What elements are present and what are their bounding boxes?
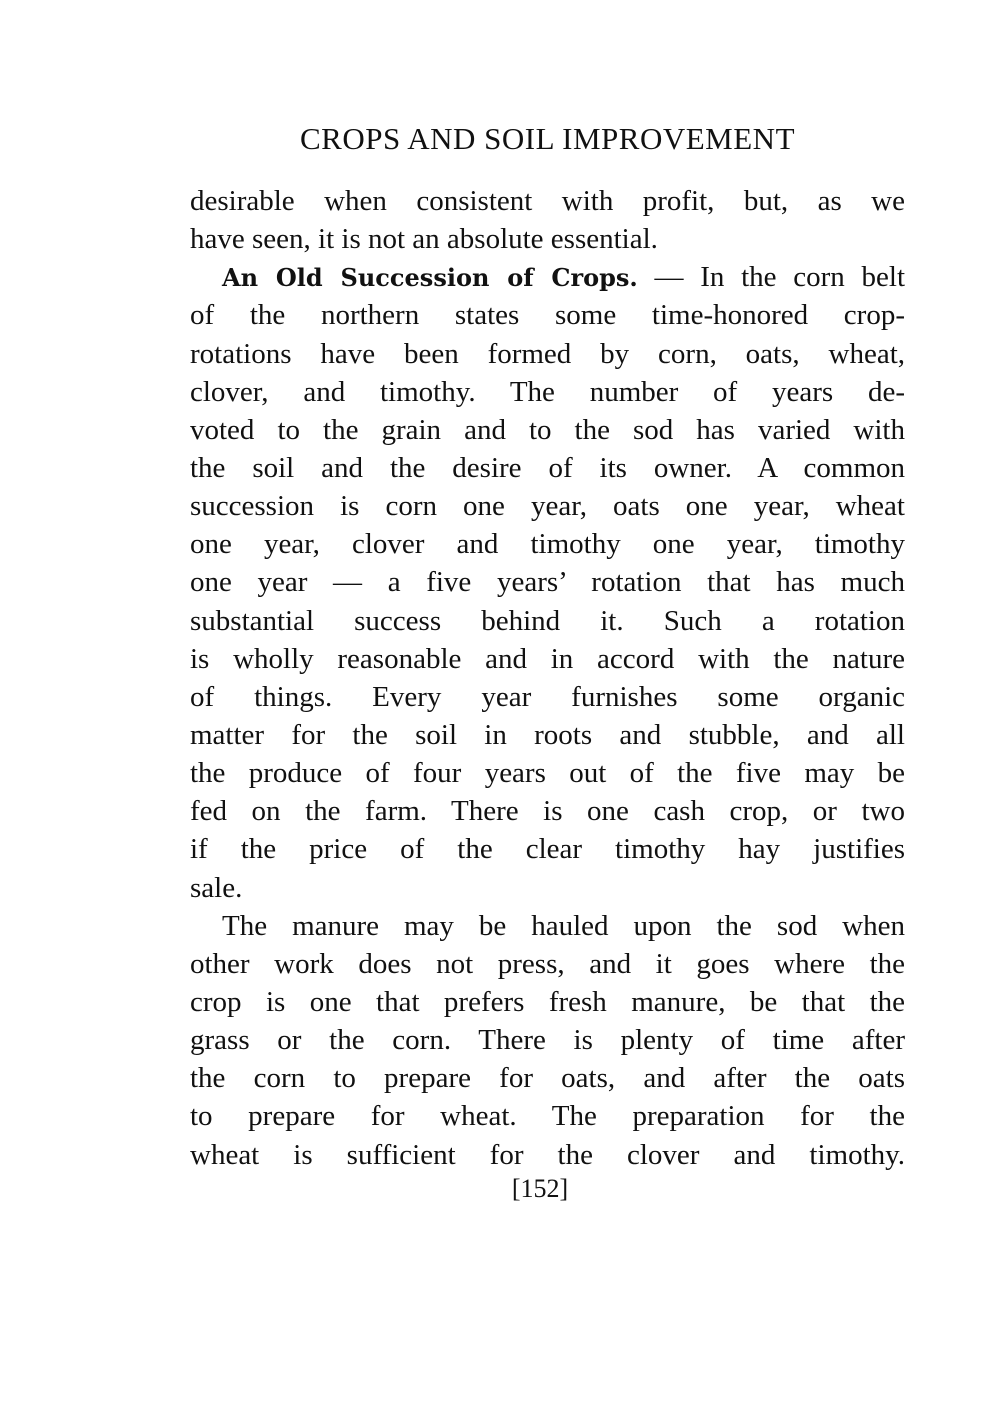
- text-line: the soil and the desire of its owner. A common: [190, 451, 905, 484]
- text-line: to prepare for wheat. The preparation for the: [190, 1100, 905, 1133]
- text-line: voted to the grain and to the sod has varied with: [190, 413, 905, 446]
- paragraph: [190, 258, 905, 906]
- paragraph: [190, 907, 905, 1174]
- text-line: if the price of the clear timothy hay justifies: [190, 833, 905, 866]
- text-line: matter for the soil in roots and stubble, and all: [190, 718, 905, 751]
- text-line: one year, clover and timothy one year, timothy: [190, 528, 905, 561]
- page-number: [152]: [511, 1174, 569, 1203]
- text-line: rotations have been formed by corn, oats, wheat,: [190, 337, 905, 370]
- text-line: fed on the farm. There is one cash crop, or two: [190, 795, 905, 828]
- text-line: grass or the corn. There is plenty of time after: [190, 1024, 905, 1057]
- text-line: the produce of four years out of the five may be: [190, 757, 905, 790]
- text-line: the corn to prepare for oats, and after the oats: [190, 1062, 905, 1095]
- text-line: other work does not press, and it goes where the: [190, 947, 905, 980]
- text-line: The manure may be hauled upon the sod when: [222, 909, 905, 942]
- running-head: CROPS AND SOIL IMPROVEMENT: [300, 121, 795, 156]
- text-line: crop is one that prefers fresh manure, be that the: [190, 985, 905, 1018]
- text-line: one year — a five years’ rotation that has much: [190, 566, 905, 599]
- text-line: [190, 258, 905, 296]
- text-run: — In the corn belt: [637, 261, 905, 294]
- text-line: sale.: [190, 871, 243, 904]
- paragraph: [190, 182, 905, 258]
- text-line: wheat is sufficient for the clover and timothy.: [190, 1138, 905, 1171]
- text-line: desirable when consistent with profit, but, as we: [190, 185, 905, 217]
- text-line: have seen, it is not an absolute essential.: [190, 223, 658, 256]
- text-line: is wholly reasonable and in accord with the nature: [190, 642, 905, 675]
- text-line: of things. Every year furnishes some organic: [190, 680, 905, 713]
- text-line: clover, and timothy. The number of years de-: [190, 375, 905, 408]
- body-text: [190, 182, 905, 1174]
- text-line: substantial success behind it. Such a rotation: [190, 604, 905, 637]
- text-line: of the northern states some time-honored crop-: [190, 299, 905, 332]
- section-run-in-heading: An Old Succession of Crops.: [222, 263, 638, 293]
- text-line: succession is corn one year, oats one year, wheat: [190, 490, 905, 523]
